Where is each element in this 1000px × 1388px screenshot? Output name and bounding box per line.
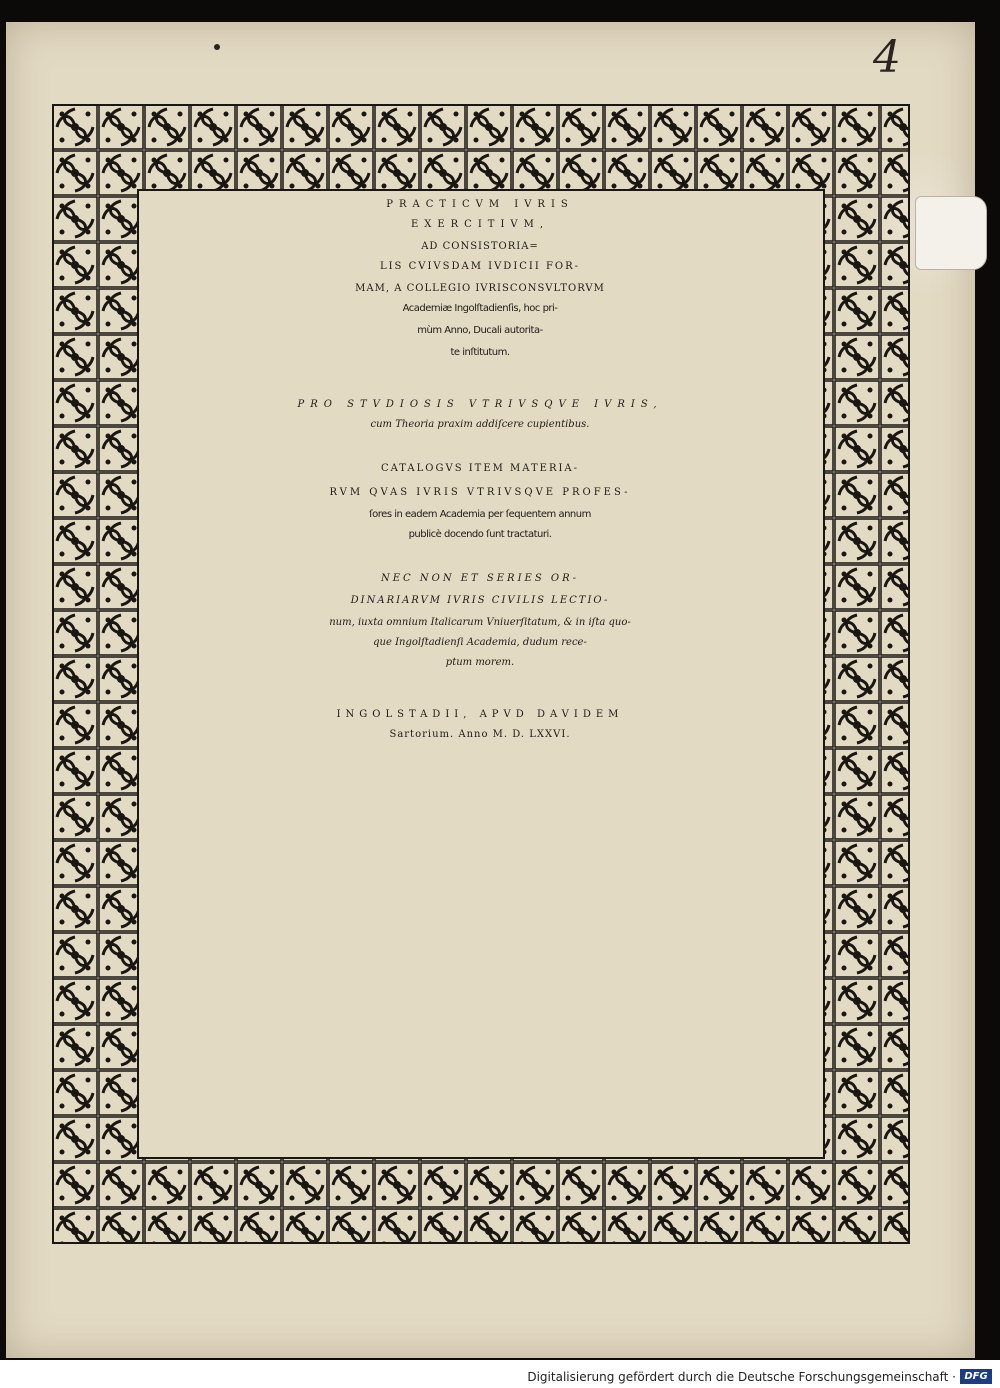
title-line: mùm Anno, Ducali autorita-	[417, 325, 543, 336]
nec-line: que Ingolſtadienſi Academia, dudum rece-	[373, 637, 587, 648]
title-page-text	[140, 198, 820, 740]
ink-spot	[214, 44, 220, 50]
pro-line: PRO STVDIOSIS VTRIVSQVE IVRIS,	[297, 399, 663, 410]
catalogus-line: ſores in eadem Academia per ſequentem annum	[369, 509, 591, 520]
title-line: MAM, A COLLEGIO IVRISCONSVLTORVM	[355, 283, 605, 294]
folio-number: 4	[873, 32, 901, 83]
pro-line: cum Theoria praxim addiſcere cupientibus.	[370, 419, 590, 430]
nec-line: NEC NON ET SERIES OR-	[381, 573, 579, 584]
catalogus-line: CATALOGVS ITEM MATERIA-	[380, 463, 580, 474]
catalogus-line: RVM QVAS IVRIS VTRIVSQVE PROFES-	[329, 487, 631, 498]
paper-tab-marker	[915, 196, 987, 270]
nec-line: DINARIARVM IVRIS CIVILIS LECTIO-	[350, 595, 610, 606]
title-line: EXERCITIVM,	[410, 219, 550, 230]
title-line: Academiæ Ingolſtadienſis, hoc pri-	[402, 303, 558, 314]
nec-line: ptum morem.	[445, 657, 515, 668]
footer-credit: Digitalisierung gefördert durch die Deutsche Forschungsgemeinschaft ·	[527, 1370, 956, 1384]
nec-line: num, iuxta omnium Italicarum Vniuerſitatum, & in iſta quo-	[329, 617, 631, 628]
title-line: PRACTICVM IVRIS	[386, 199, 574, 210]
imprint-line: INGOLSTADII, APVD DAVIDEM	[336, 709, 624, 720]
title-line: te inſtitutum.	[450, 347, 510, 358]
title-line: AD CONSISTORIA=	[421, 241, 539, 252]
footer-bar	[0, 1368, 1000, 1388]
catalogus-line: publicè docendo ſunt tractaturi.	[408, 529, 552, 540]
title-line: LIS CVIVSDAM IVDICII FOR-	[379, 261, 581, 272]
dfg-logo-icon: DFG	[960, 1369, 992, 1384]
imprint-line: Sartorium. Anno M. D. LXXVI.	[389, 729, 571, 740]
